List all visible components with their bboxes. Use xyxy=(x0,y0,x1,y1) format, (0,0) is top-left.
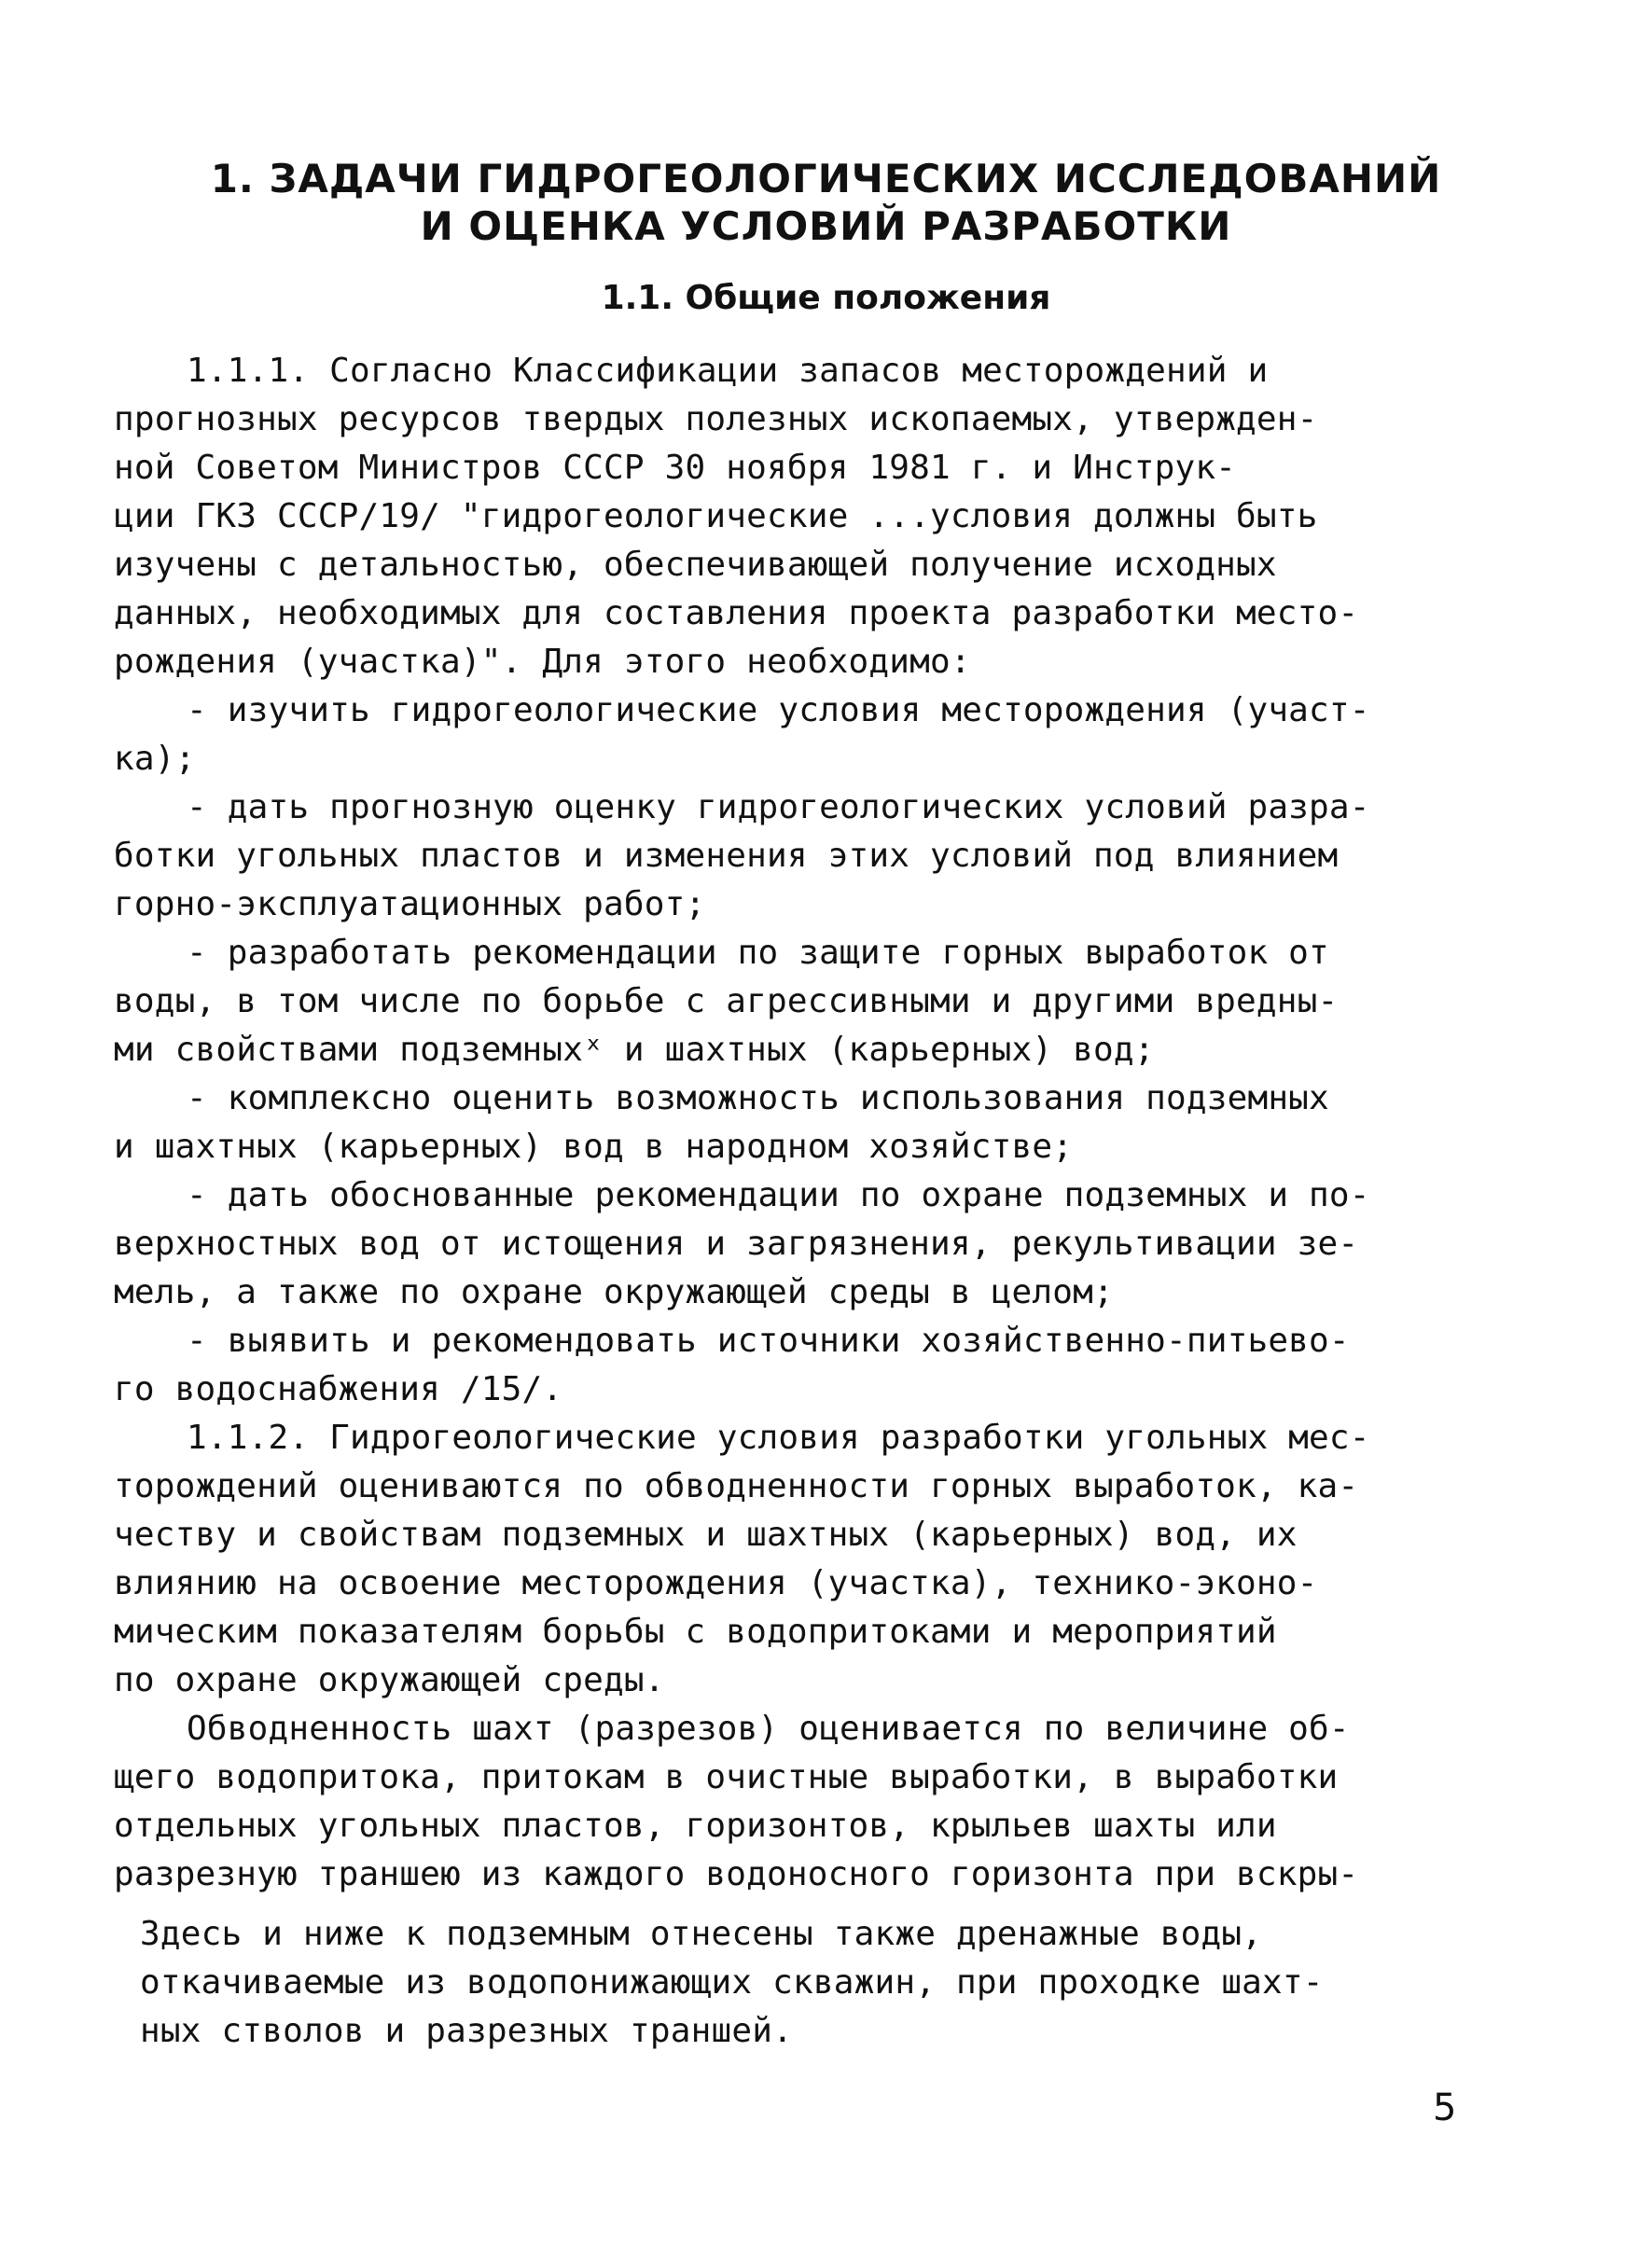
chapter-title-line-1: 1. ЗАДАЧИ ГИДРОГЕОЛОГИЧЕСКИХ ИССЛЕДОВАНИЙ xyxy=(210,156,1442,201)
body-line: ми свойствами подземныхˣ и шахтных (карьерных) вод; xyxy=(114,1031,1155,1069)
body-line: щего водопритока, притокам в очистные выработки, в выработки xyxy=(114,1758,1339,1796)
body-line: по охране окружающей среды. xyxy=(114,1661,665,1699)
footnote-line: Здесь и ниже к подземным отнесены также дренажные воды, xyxy=(140,1915,1263,1953)
body-line: - разработать рекомендации по защите горных выработок от xyxy=(187,934,1329,972)
page-number: 5 xyxy=(1433,2086,1457,2129)
body-line: ботки угольных пластов и изменения этих условий под влиянием xyxy=(114,837,1339,875)
body-line: отдельных угольных пластов, горизонтов, крыльев шахты или xyxy=(114,1807,1277,1845)
body-line: ции ГКЗ СССР/19/ "гидрогеологические ...условия должны быть xyxy=(114,497,1318,535)
body-line: честву и свойствам подземных и шахтных (карьерных) вод, их xyxy=(114,1516,1298,1554)
chapter-title-line-2: И ОЦЕНКА УСЛОВИЙ РАЗРАБОТКИ xyxy=(420,203,1232,249)
body-text xyxy=(114,347,1513,1899)
body-line: - изучить гидрогеологические условия месторождения (участ- xyxy=(187,691,1370,729)
body-line: и шахтных (карьерных) вод в народном хозяйстве; xyxy=(114,1128,1074,1166)
body-line: мель, а также по охране окружающей среды в целом; xyxy=(114,1273,1114,1311)
body-line: данных, необходимых для составления проекта разработки место- xyxy=(114,594,1359,632)
body-line: торождений оцениваются по обводненности горных выработок, ка- xyxy=(114,1467,1359,1505)
body-line: - выявить и рекомендовать источники хозяйственно-питьево- xyxy=(187,1322,1350,1360)
body-line: 1.1.2. Гидрогеологические условия разработки угольных мес- xyxy=(187,1419,1370,1457)
body-line: изучены с детальностью, обеспечивающей получение исходных xyxy=(114,546,1277,584)
footnote-line: откачиваемые из водопонижающих скважин, при проходке шахт- xyxy=(140,1963,1324,2002)
body-line: разрезную траншею из каждого водоносного горизонта при вскры- xyxy=(114,1855,1359,1893)
body-line: рождения (участка)". Для этого необходимо: xyxy=(114,643,971,681)
footnote xyxy=(140,1910,1492,2056)
body-line: 1.1.1. Согласно Классификации запасов месторождений и xyxy=(187,352,1269,390)
footnote-line: ных стволов и разрезных траншей. xyxy=(140,2012,793,2050)
body-line: го водоснабжения /15/. xyxy=(114,1370,563,1408)
body-line: влиянию на освоение месторождения (участка), технико-эконо- xyxy=(114,1564,1318,1602)
body-line: Обводненность шахт (разрезов) оценивается по величине об- xyxy=(187,1710,1350,1748)
body-line: мическим показателям борьбы с водопритоками и мероприятий xyxy=(114,1613,1277,1651)
body-line: ной Советом Министров СССР 30 ноября 1981 г. и Инструк- xyxy=(114,449,1237,487)
body-line: - дать прогнозную оценку гидрогеологических условий разра- xyxy=(187,788,1370,826)
body-line: - дать обоснованные рекомендации по охране подземных и по- xyxy=(187,1176,1370,1214)
section-heading: 1.1. Общие положения xyxy=(601,279,1051,317)
body-line: - комплексно оценить возможность использования подземных xyxy=(187,1079,1329,1117)
body-line: верхностных вод от истощения и загрязнения, рекультивации зе- xyxy=(114,1225,1359,1263)
body-line: воды, в том числе по борьбе с агрессивными и другими вредны- xyxy=(114,982,1339,1020)
body-line: горно-эксплуатационных работ; xyxy=(114,885,706,923)
body-line: прогнозных ресурсов твердых полезных ископаемых, утвержден- xyxy=(114,400,1318,438)
body-line: ка); xyxy=(114,740,196,778)
